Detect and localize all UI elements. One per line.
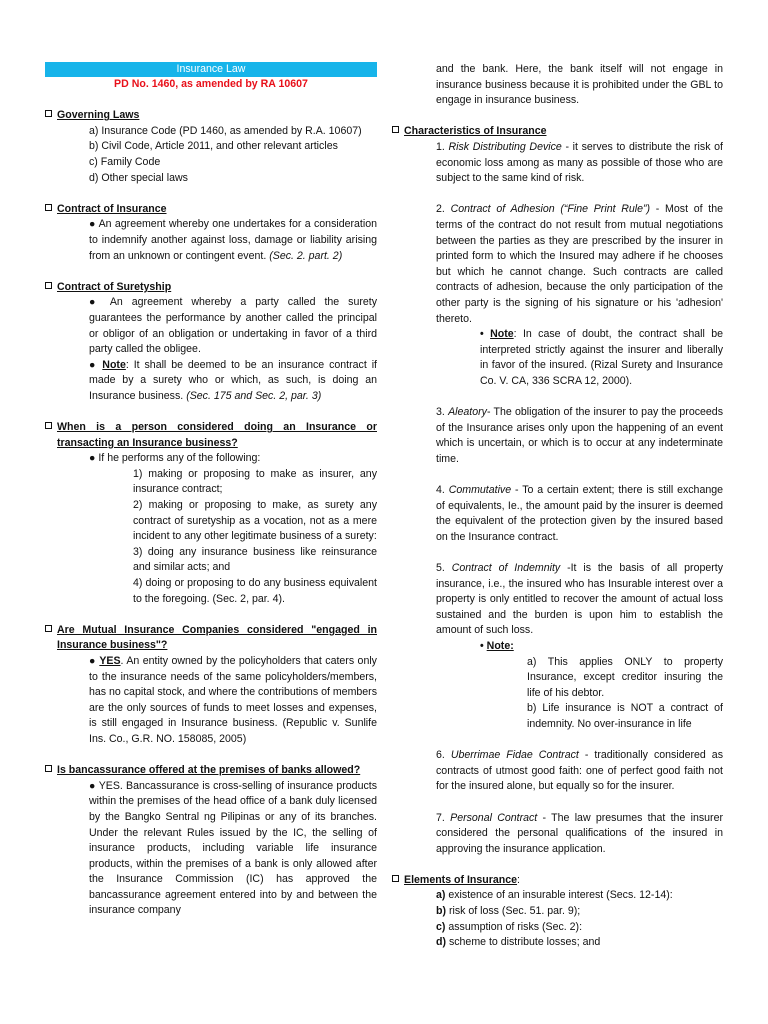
characteristic-item: 7. Personal Contract - The law presumes that the insurer considered the personal qualifications of the insured in approving the insurance application.: [436, 811, 724, 855]
section-contract-of-suretyship: [45, 280, 377, 296]
bullet-icon: ●: [89, 296, 102, 309]
list-item: d) scheme to distribute losses; and: [436, 936, 601, 949]
section-governing-laws: [45, 108, 377, 124]
bullet-icon: •: [480, 328, 484, 341]
paragraph: and the bank. Here, the bank itself will not engage in insurance business because it is prohibited under the GBL to engage in insurance business.: [436, 63, 723, 107]
bullet-icon: ●: [89, 358, 98, 371]
elements-list: [436, 888, 723, 950]
checkbox-icon: [392, 875, 399, 882]
characteristic-item: 6. Uberrimae Fidae Contract - traditionally considered as contracts of utmost good faith: one of perfect good faith not for the insured alone, but equally so for the insurer.: [436, 749, 723, 793]
characteristic-item: 5. Contract of Indemnity -It is the basis of all property insurance, i.e., the insured who has Insurable interest over a property is only entitled to recover the amount of actual loss sustained and the burden is upon him to establish the amount of such loss.: [436, 562, 724, 637]
list-item: b) risk of loss (Sec. 51. par. 9);: [436, 905, 581, 918]
characteristic-item: 3. Aleatory- The obligation of the insurer to pay the proceeds of the Insurance arises only upon the happening of an event which is uncertain, or which is to occur at any indeterminate time.: [436, 406, 723, 465]
left-column: [45, 62, 377, 919]
checkbox-icon: [392, 126, 399, 133]
note-label: • Note:: [480, 639, 514, 652]
checkbox-icon: [45, 110, 52, 117]
paragraph: ● YES. An entity owned by the policyholders that caters only to the insurance needs of the same policyholders/members, has no capital stock, and where the contributions of members are the only sources of funds to meet losses and expenses, is still engaged in Insurance business. (Republic v. Sunlife Ins. Co., G.R. NO. 158085, 2005): [89, 654, 377, 745]
list-item: b) Civil Code, Article 2011, and other relevant articles: [89, 140, 338, 153]
paragraph: ● YES. Bancassurance is cross-selling of insurance products within the premises of the head office of a bank duly licensed by the Bangko Sentral ng Pilipinas or any of its branches. Under the relevant Rules issued by the IC, the selling of insurance products, including variable life insurance products, within the premises of a bank is only allowed after the Insurance Commission (IC) has approved the bancassurance agreement entered into by and between the insurance company: [89, 779, 377, 917]
section-heading: Governing Laws: [57, 109, 140, 122]
section-mutual-insurance: [45, 623, 377, 654]
paragraph: ● If he performs any of the following:: [89, 452, 261, 465]
list-item: a) Insurance Code (PD 1460, as amended by R.A. 10607): [89, 124, 362, 137]
section-heading: Are Mutual Insurance Companies considered "engaged in Insurance business"?: [57, 623, 377, 652]
paragraph: ● An agreement whereby a party called the surety guarantees the performance by another called the principal or obligor of an obligation or undertaking in favor of a third party called the obligee.: [89, 296, 377, 356]
section-heading: Elements of Insurance: [404, 873, 518, 886]
bullet-icon: ●: [89, 779, 96, 792]
list-item: a) existence of an insurable interest (Secs. 12-14):: [436, 889, 673, 902]
section-heading: When is a person considered doing an Insurance or transacting an Insurance business?: [57, 421, 377, 449]
section-heading: Is bancassurance offered at the premises of banks allowed?: [57, 764, 361, 777]
section-heading: Contract of Insurance: [57, 202, 167, 215]
section-characteristics: [392, 124, 723, 140]
section-doing-insurance-business: [45, 420, 377, 451]
characteristic-item: 2. Contract of Adhesion (“Fine Print Rule”) - Most of the terms of the contract do not result from mutual negotiations between the parties as they are prescribed by the insurer in printed form to which the Insured may adhere if he chooses but which he cannot change. Such contracts are called contracts of adhesion, because the only participation of the other party is the signing of his signature or his 'adhesion' thereto.: [436, 203, 724, 325]
bullet-icon: ●: [89, 452, 96, 465]
checkbox-icon: [45, 765, 52, 772]
doing-business-list: [133, 467, 377, 607]
list-item: 1) making or proposing to make as insurer, any insurance contract;: [133, 467, 377, 496]
paragraph: ● An agreement whereby one undertakes for a consideration to indemnify another against loss, damage or liability arising from an unknown or contingent event. (Sec. 2. part. 2): [89, 218, 378, 262]
characteristic-item: 1. Risk Distributing Device - it serves to distribute the risk of economic loss among as many as possible of those who are subject to the same kind of risk.: [436, 140, 723, 185]
list-item: c) assumption of risks (Sec. 2):: [436, 920, 583, 933]
bullet-icon: •: [480, 639, 484, 652]
list-item: 4) doing or proposing to do any business equivalent to the foregoing. (Sec. 2, par. 4).: [133, 577, 377, 605]
document-subtitle: PD No. 1460, as amended by RA 10607: [114, 78, 308, 90]
section-heading: Characteristics of Insurance: [404, 125, 547, 138]
checkbox-icon: [45, 422, 52, 429]
bullet-icon: ●: [89, 654, 96, 667]
list-item: 2) making or proposing to make, as surety any contract of suretyship as a vocation, not as a mere incident to any other legitimate business of a surety:: [133, 499, 377, 543]
right-column: [392, 62, 723, 951]
note-item: b) Life insurance is NOT a contract of indemnity. No over-insurance in life: [527, 702, 723, 730]
list-item: c) Family Code: [89, 155, 161, 168]
checkbox-icon: [45, 204, 52, 211]
section-contract-of-insurance: [45, 202, 377, 218]
list-item: d) Other special laws: [89, 171, 188, 184]
note-item: a) This applies ONLY to property Insurance, except creditor insuring the life of his debtor.: [527, 655, 723, 699]
document-title-band: Insurance Law: [45, 62, 377, 77]
checkbox-icon: [45, 282, 52, 289]
bullet-icon: ●: [89, 218, 96, 231]
section-elements: Elements of Insurance :: [392, 873, 723, 889]
list-item: 3) doing any insurance business like reinsurance and similar acts; and: [133, 545, 377, 574]
characteristic-item: 4. Commutative - To a certain extent; there is still exchange of equivalents, Ie., the amount paid by the insurer is deemed the equivalent of the protection given by the insured based on the Insurance contract.: [436, 484, 724, 543]
section-heading: Contract of Suretyship: [57, 280, 172, 293]
note-paragraph: ● Note: It shall be deemed to be an insurance contract if made by a surety who or which, as such, is doing an Insurance business. (Sec. 175 and Sec. 2, par. 3): [89, 358, 377, 402]
governing-laws-list: [89, 124, 377, 186]
checkbox-icon: [45, 625, 52, 632]
note-paragraph: • Note: In case of doubt, the contract shall be interpreted strictly against the insurer and liberally in favor of the insured. (Rizal Surety and Insurance Co. V. CA, 336 SCRA 12, 2000).: [480, 328, 723, 387]
section-bancassurance: [45, 763, 377, 779]
